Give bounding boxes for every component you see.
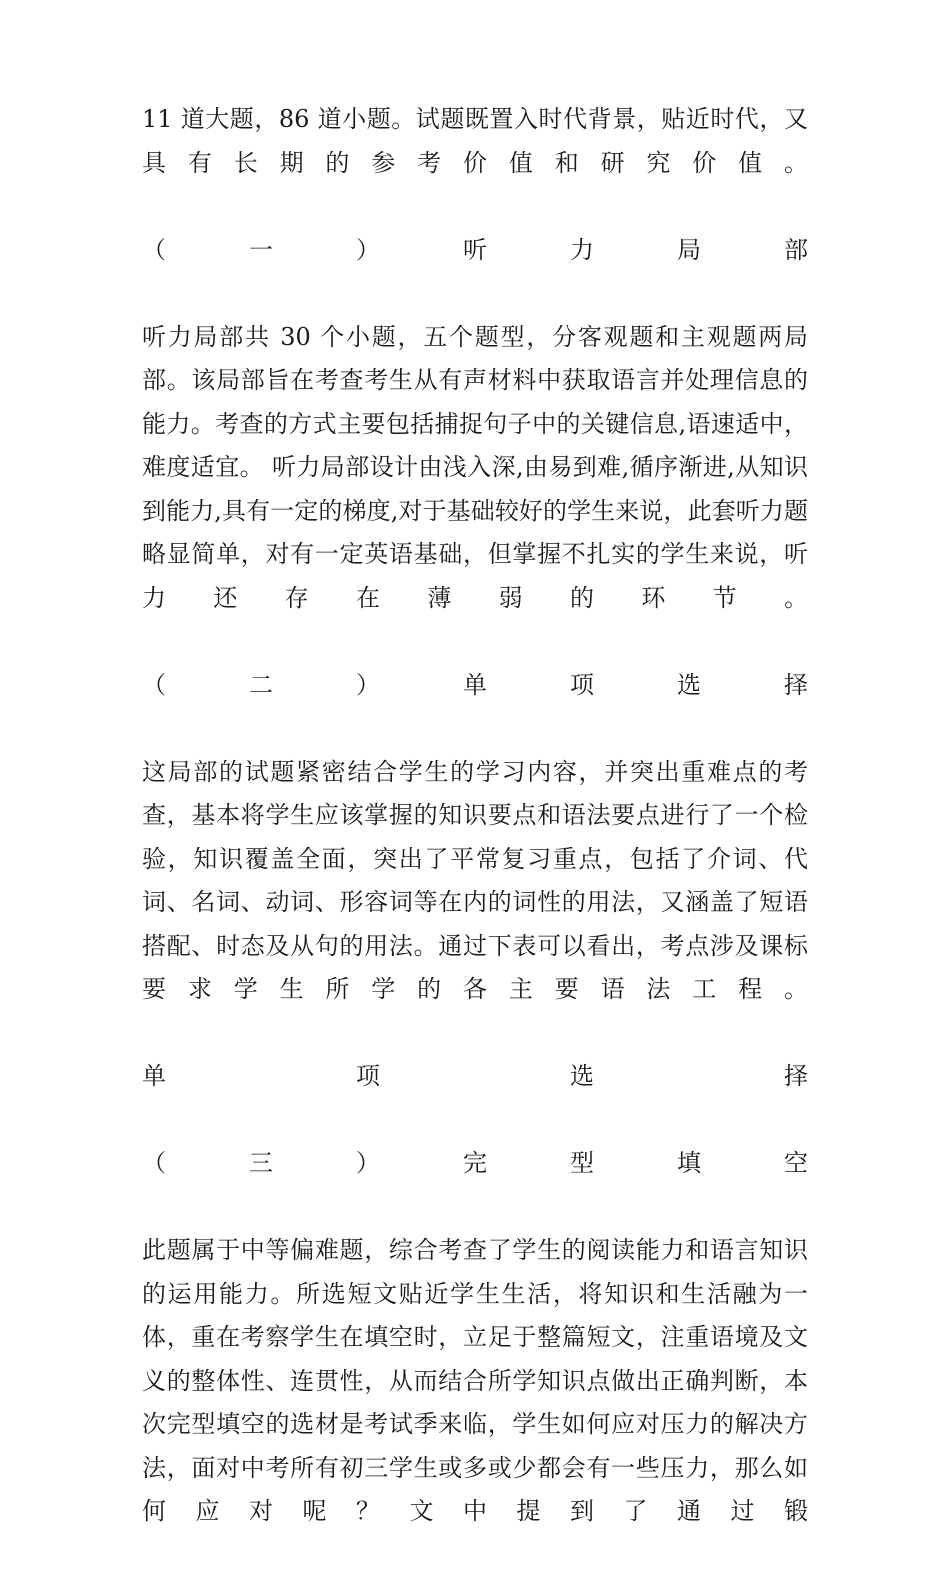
heading-multiple-choice-section: （二）单项选择: [142, 670, 808, 699]
paragraph-listening-analysis: 听力局部共 30 个小题，五个题型，分客观题和主观题两局部。该局部旨在考查考生从有声材料中获取语言并处理信息的能力。考查的方式主要包括捕捉句子中的关键信息,语速适中，难度适宜。 听力局部设计由浅入深,由易到难,循序渐进,从知识到能力,具有一定的梯度,对于基础较好的学生来说，此套听力题略显简单，对有一定英语基础，但掌握不扎实的学生来说，听力还存在薄弱的环节。: [142, 322, 808, 612]
heading-cloze-section: （三）完型填空: [142, 1149, 808, 1177]
paragraph-multiple-choice-analysis: 这局部的试题紧密结合学生的学习内容，并突出重难点的考查，基本将学生应该掌握的知识要点和语法要点进行了一个检验，知识覆盖全面，突出了平常复习重点，包括了介词、代词、名词、动词、形容词等在内的词性的用法，又涵盖了短语搭配、时态及从句的用法。通过下表可以看出，考点涉及课标要求学生所学的各主要语法工程。: [142, 757, 808, 1003]
paragraph-intro: 11 道大题，86 道小题。试题既置入时代背景，贴近时代，又具有长期的参考价值和研究价值。: [142, 105, 808, 177]
heading-listening-section: （一）听力局部: [142, 235, 808, 264]
paragraph-cloze-analysis: 此题属于中等偏难题，综合考查了学生的阅读能力和语言知识的运用能力。所选短文贴近学生生活，将知识和生活融为一体，重在考察学生在填空时，立足于整篇短文，注重语境及文义的整体性、连贯性，从而结合所学知识点做出正确判断，本次完型填空的选材是考试季来临，学生如何应对压力的解决方法，面对中考所有初三学生或多或少都会有一些压力，那么如何应对呢？文中提到了通过锻: [142, 1236, 808, 1525]
table-caption-multiple-choice: 单项选择: [142, 1062, 808, 1090]
document-text-body: [142, 98, 808, 1577]
